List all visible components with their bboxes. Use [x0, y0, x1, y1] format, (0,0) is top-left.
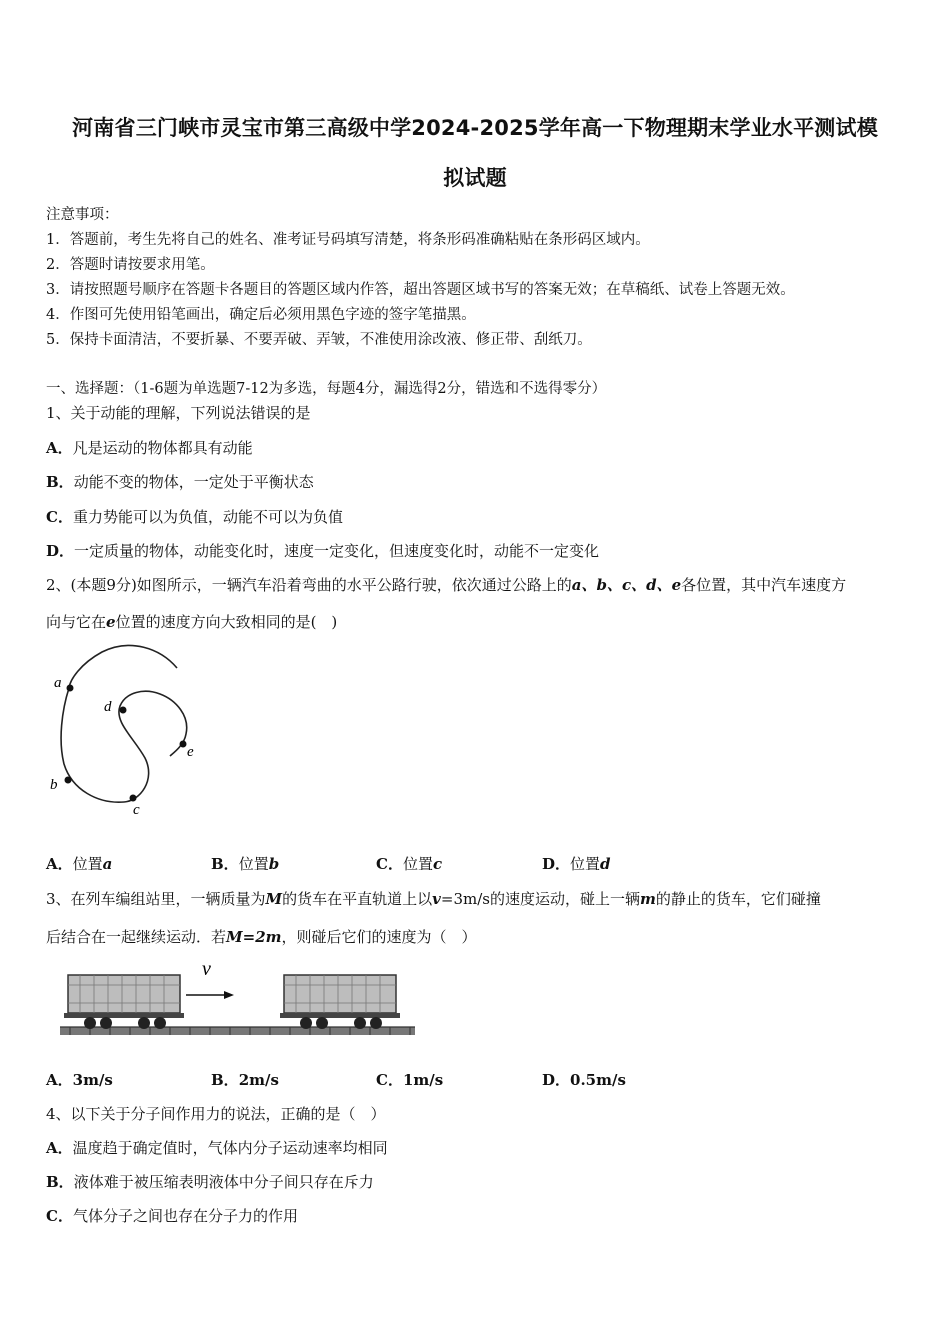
q2-stem-vars: a、b、c、d、e	[571, 576, 682, 594]
q3-stem-text: ，则碰后它们的速度为（ ）	[281, 928, 477, 946]
option-text: 2m/s	[238, 1071, 279, 1089]
option-label: D．	[46, 542, 75, 560]
option-text: 位置	[238, 855, 269, 873]
notice-item: 4．作图可先使用铅笔画出，确定后必须用黑色字迹的签字笔描黑。	[46, 307, 476, 323]
q2-stem-line2	[46, 611, 337, 632]
option-label: A．	[46, 439, 73, 457]
label-e: e	[187, 744, 194, 760]
q3-var: M	[265, 890, 283, 908]
point-b	[65, 777, 72, 784]
option-text: 位置	[570, 855, 601, 873]
q3-option-b	[211, 1069, 279, 1090]
option-var: c	[432, 855, 443, 873]
q2-stem-text: 2、(本题9分)如图所示，一辆汽车沿着弯曲的水平公路行驶，依次通过公路上的	[46, 576, 572, 594]
option-text: 气体分子之间也存在分子力的作用	[72, 1207, 298, 1225]
q1-stem: 1、关于动能的理解，下列说法错误的是	[46, 404, 311, 422]
q4-option-a	[46, 1137, 388, 1158]
q3-stem-line1	[46, 888, 821, 909]
page-title-cont: 拟试题	[443, 166, 507, 190]
option-text: 凡是运动的物体都具有动能	[72, 439, 253, 457]
q3-stem-text: 的静止的货车，它们碰撞	[655, 890, 821, 908]
option-text: 3m/s	[72, 1071, 113, 1089]
q2-option-b	[211, 853, 279, 874]
option-var: b	[268, 855, 280, 873]
q1-option-d	[46, 540, 599, 561]
q3-equation: M=2m	[226, 928, 282, 946]
notice-item: 2．答题时请按要求用笔。	[46, 257, 215, 273]
option-label: C．	[46, 508, 73, 526]
road-curve	[61, 645, 187, 802]
option-label: A．	[46, 1071, 73, 1089]
train-cars-figure	[60, 955, 420, 1045]
option-var: a	[102, 855, 113, 873]
q3-stem-text: 后结合在一起继续运动．若	[46, 928, 227, 946]
notice-item: 1．答题前，考生先将自己的姓名、准考证号码填写清楚，将条形码准确粘贴在条形码区域内。	[46, 232, 650, 248]
q3-stem-text: 的货车在平直轨道上以	[282, 890, 433, 908]
option-text: 重力势能可以为负值，动能不可以为负值	[72, 508, 343, 526]
velocity-label: v	[202, 958, 211, 980]
label-a: a	[54, 675, 62, 691]
q3-stem-text: =3m/s的速度运动，碰上一辆	[440, 890, 640, 908]
freight-car-left	[64, 975, 184, 1029]
q4-stem: 4、以下关于分子间作用力的说法，正确的是（ ）	[46, 1105, 386, 1123]
point-c	[130, 795, 137, 802]
q3-stem-text: 3、在列车编组站里，一辆质量为	[46, 890, 266, 908]
velocity-arrowhead	[224, 991, 234, 999]
q1-option-c	[46, 506, 343, 527]
option-label: B．	[46, 473, 74, 491]
option-label: C．	[46, 1207, 73, 1225]
point-e	[180, 741, 187, 748]
option-var: d	[600, 855, 611, 873]
notice-item: 5．保持卡面清洁，不要折暴、不要弄破、弄皱，不准使用涂改液、修正带、刮纸刀。	[46, 332, 592, 348]
q2-stem-line1	[46, 574, 846, 595]
q2-option-a	[46, 853, 112, 874]
option-label: B．	[211, 855, 239, 873]
q1-option-b	[46, 471, 314, 492]
option-text: 一定质量的物体，动能变化时，速度一定变化，但速度变化时，动能不一定变化	[74, 542, 600, 560]
section-heading: 一、选择题：（1-6题为单选题7-12为多选，每题4分，漏选得2分，错选和不选得零分）	[46, 381, 607, 397]
point-a	[67, 685, 74, 692]
option-text: 液体难于被压缩表明液体中分子间只存在斥力	[73, 1173, 374, 1191]
page-title: 河南省三门峡市灵宝市第三高级中学2024-2025学年高一下物理期末学业水平测试模	[72, 116, 878, 140]
option-label: D．	[542, 855, 571, 873]
road-curve-figure	[40, 640, 220, 820]
option-text: 位置	[402, 855, 433, 873]
point-d	[120, 707, 127, 714]
q4-option-b	[46, 1171, 374, 1192]
q2-stem-text: 向与它在	[46, 613, 107, 631]
q2-stem-text: 位置的速度方向大致相同的是( )	[115, 613, 338, 631]
option-text: 温度趋于确定值时，气体内分子运动速率均相同	[72, 1139, 388, 1157]
q3-option-d	[542, 1069, 626, 1090]
q2-option-d	[542, 853, 611, 874]
freight-car-right	[280, 975, 400, 1029]
q3-var: v	[432, 890, 441, 908]
option-label: D．	[542, 1071, 571, 1089]
label-d: d	[104, 699, 112, 715]
option-label: B．	[46, 1173, 74, 1191]
option-label: A．	[46, 855, 73, 873]
q2-option-c	[376, 853, 442, 874]
option-text: 0.5m/s	[570, 1071, 626, 1089]
q3-var: m	[639, 890, 656, 908]
q2-stem-var: e	[106, 613, 116, 631]
q3-stem-line2	[46, 926, 477, 947]
q3-option-c	[376, 1069, 443, 1090]
option-text: 动能不变的物体，一定处于平衡状态	[73, 473, 314, 491]
option-label: A．	[46, 1139, 73, 1157]
notice-item: 3．请按照题号顺序在答题卡各题目的答题区域内作答，超出答题区域书写的答案无效；在草稿纸、试卷上答题无效。	[46, 282, 795, 298]
option-label: C．	[376, 855, 403, 873]
q2-stem-text: 各位置，其中汽车速度方	[681, 576, 847, 594]
label-b: b	[50, 777, 58, 793]
option-label: C．	[376, 1071, 403, 1089]
option-label: B．	[211, 1071, 239, 1089]
q4-option-c	[46, 1205, 298, 1226]
label-c: c	[133, 802, 140, 818]
notice-heading: 注意事项：	[46, 207, 119, 223]
q1-option-a	[46, 437, 253, 458]
option-text: 1m/s	[402, 1071, 444, 1089]
q3-option-a	[46, 1069, 113, 1090]
option-text: 位置	[72, 855, 103, 873]
